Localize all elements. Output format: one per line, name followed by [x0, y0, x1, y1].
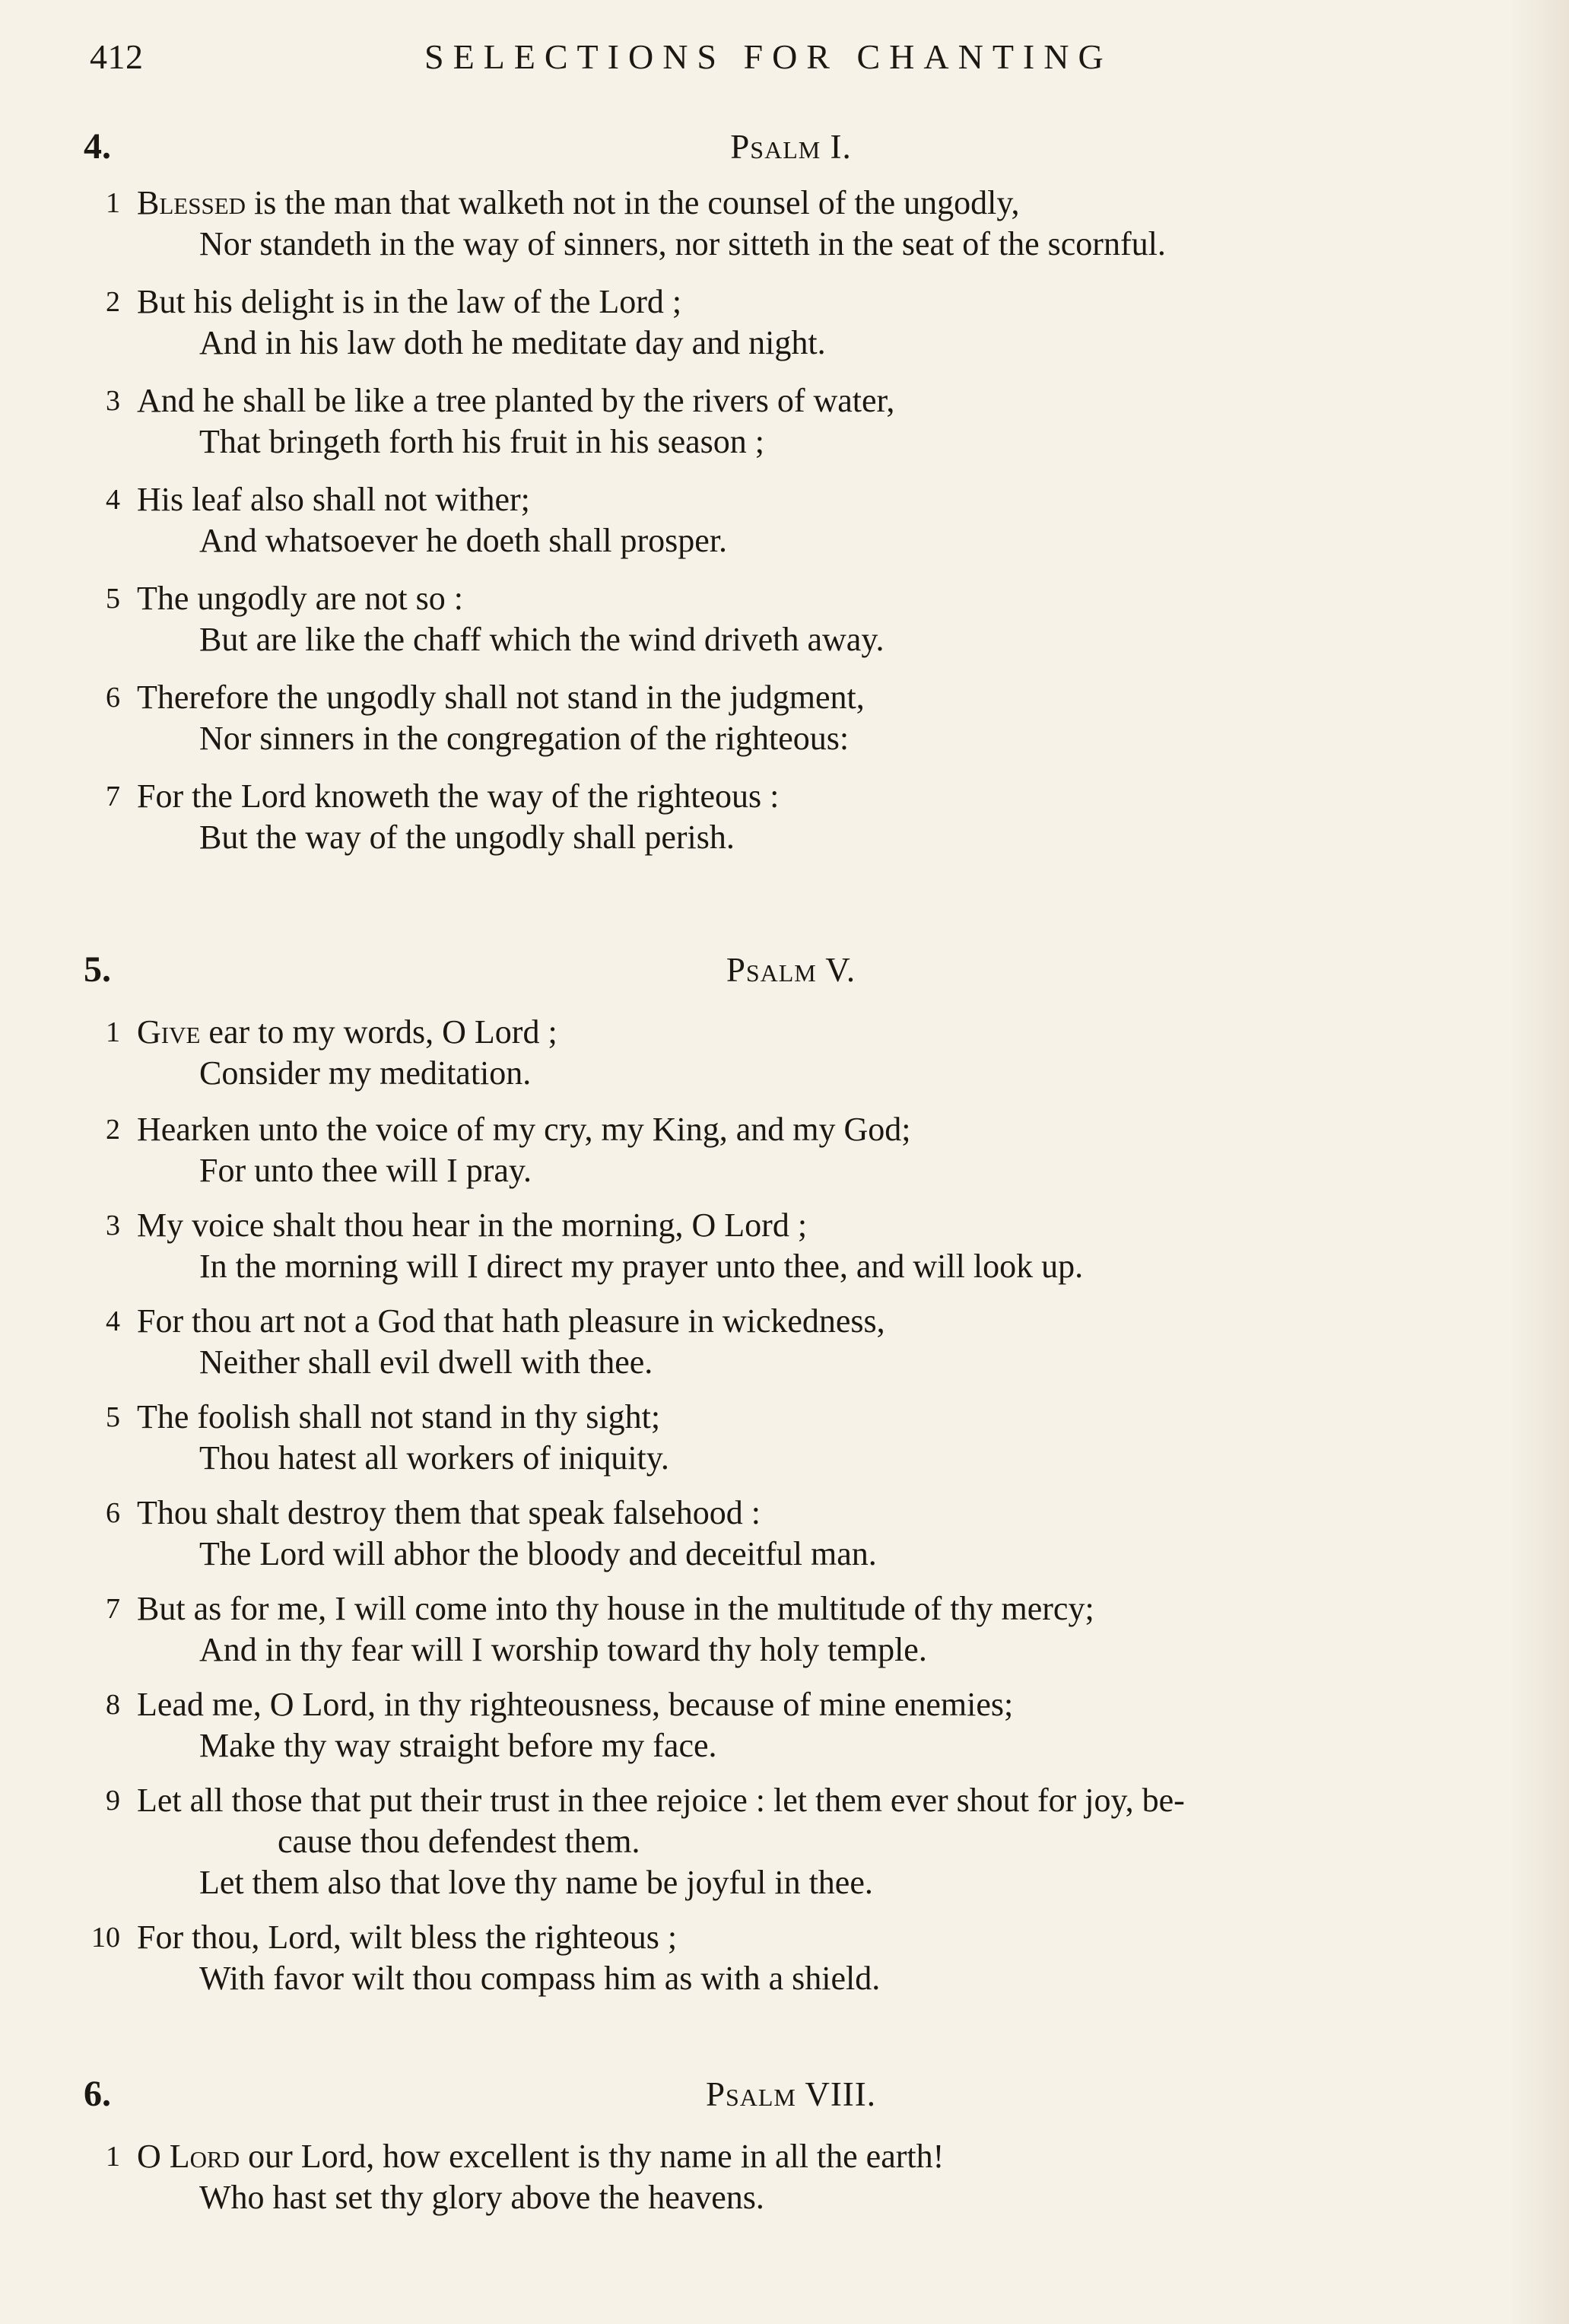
selection-number: 5.	[84, 949, 111, 990]
verse-line: For the Lord knoweth the way of the righteous :	[137, 777, 780, 815]
running-head	[90, 30, 1155, 84]
verse-line: Hearken unto the voice of my cry, my King, and my God;	[137, 1111, 911, 1148]
verse-number: 3	[106, 1210, 120, 1241]
verse-response-line: That bringeth forth his fruit in his season ;	[199, 423, 764, 460]
verse-response-line: Nor sinners in the congregation of the righteous:	[199, 720, 850, 757]
verse-number: 4	[106, 484, 120, 516]
psalm-title: Psalm VIII.	[705, 2075, 877, 2113]
verse-response-line: With favor wilt thou compass him as with a shield.	[199, 1960, 881, 1997]
verse-response-line: Who hast set thy glory above the heavens.	[199, 2179, 764, 2216]
verse-number: 5	[106, 1401, 120, 1433]
verse-line: The ungodly are not so :	[137, 580, 463, 617]
verse-response-line: Nor standeth in the way of sinners, nor sitteth in the seat of the scornful.	[199, 225, 1166, 262]
verse-response-line: Consider my meditation.	[199, 1054, 532, 1092]
verse-line: His leaf also shall not wither;	[137, 481, 530, 518]
verse-number: 4	[106, 1305, 120, 1337]
verse-response-line: For unto thee will I pray.	[199, 1152, 532, 1189]
verse-line: Let all those that put their trust in thee rejoice : let them ever shout for joy, be-	[137, 1782, 1185, 1819]
psalm-title: Psalm V.	[726, 951, 856, 989]
verse-response-line: And in his law doth he meditate day and night.	[199, 324, 826, 361]
verse-number: 6	[106, 682, 120, 714]
verse-line	[137, 1012, 557, 1053]
verse-response-line: Thou hatest all workers of iniquity.	[199, 1439, 669, 1477]
running-title: SELECTIONS FOR CHANTING	[424, 37, 1113, 76]
verse-response-line: But are like the chaff which the wind driveth away.	[199, 621, 885, 658]
verse-line-text: is the man that walketh not in the counsel of the ungodly,	[246, 184, 1020, 221]
selection-number: 4.	[84, 126, 111, 167]
verse-number: 6	[106, 1497, 120, 1529]
verse-response-line: Make thy way straight before my face.	[199, 1727, 717, 1764]
verse-line-text: our Lord, how excellent is thy name in all the earth!	[240, 2138, 945, 2175]
verse-response-line: The Lord will abhor the bloody and deceitful man.	[199, 1535, 877, 1572]
verse-number: 7	[106, 1593, 120, 1625]
selection-number: 6.	[84, 2074, 111, 2114]
verse-lead-word: Give	[137, 1013, 201, 1051]
verse-number: 8	[106, 1689, 120, 1721]
verse-line: For thou, Lord, wilt bless the righteous ;	[137, 1919, 678, 1956]
verse-line-prefix: O	[137, 2138, 170, 2175]
verse-response-line: And whatsoever he doeth shall prosper.	[199, 522, 728, 559]
psalm-title: Psalm I.	[730, 128, 852, 166]
verse-number: 1	[106, 1016, 120, 1048]
verse-number: 2	[106, 1114, 120, 1146]
page-edge-shadow	[1508, 0, 1569, 2324]
verse-response-line: But the way of the ungodly shall perish.	[199, 819, 735, 856]
verse-line-text: ear to my words, O Lord ;	[200, 1013, 557, 1051]
verse-response-line: Neither shall evil dwell with thee.	[199, 1343, 653, 1381]
verse-line: Therefore the ungodly shall not stand in the judgment,	[137, 679, 865, 716]
verse-line-continuation: cause thou defendest them.	[278, 1823, 640, 1860]
verse-number: 1	[106, 187, 120, 219]
verse-line: My voice shalt thou hear in the morning, O Lord ;	[137, 1207, 808, 1244]
verse-response-line: In the morning will I direct my prayer unto thee, and will look up.	[199, 1248, 1084, 1285]
verse-response-line: Let them also that love thy name be joyful in thee.	[199, 1864, 873, 1901]
verse-lead-word: Blessed	[137, 184, 246, 221]
verse-line: But his delight is in the law of the Lord ;	[137, 283, 682, 320]
page-number: 412	[90, 37, 144, 76]
verse-number: 5	[106, 583, 120, 615]
verse-line: The foolish shall not stand in thy sight;	[137, 1398, 661, 1435]
verse-number: 9	[106, 1785, 120, 1817]
verse-number: 3	[106, 385, 120, 417]
verse-line: Thou shalt destroy them that speak falsehood :	[137, 1494, 761, 1531]
verse-lead-word: Lord	[169, 2138, 240, 2175]
verse-number: 1	[106, 2141, 120, 2173]
verse-number: 7	[106, 780, 120, 812]
verse-number: 2	[106, 286, 120, 318]
verse-line: For thou art not a God that hath pleasure in wickedness,	[137, 1302, 885, 1340]
verse-response-line: And in thy fear will I worship toward thy holy temple.	[199, 1631, 927, 1668]
verse-line: Lead me, O Lord, in thy righteousness, because of mine enemies;	[137, 1686, 1014, 1723]
verse-line	[137, 183, 1020, 224]
verse-line: And he shall be like a tree planted by the rivers of water,	[137, 382, 895, 419]
verse-number: 10	[91, 1922, 120, 1954]
verse-line: But as for me, I will come into thy house in the multitude of thy mercy;	[137, 1590, 1094, 1627]
verse-line	[137, 2136, 944, 2177]
